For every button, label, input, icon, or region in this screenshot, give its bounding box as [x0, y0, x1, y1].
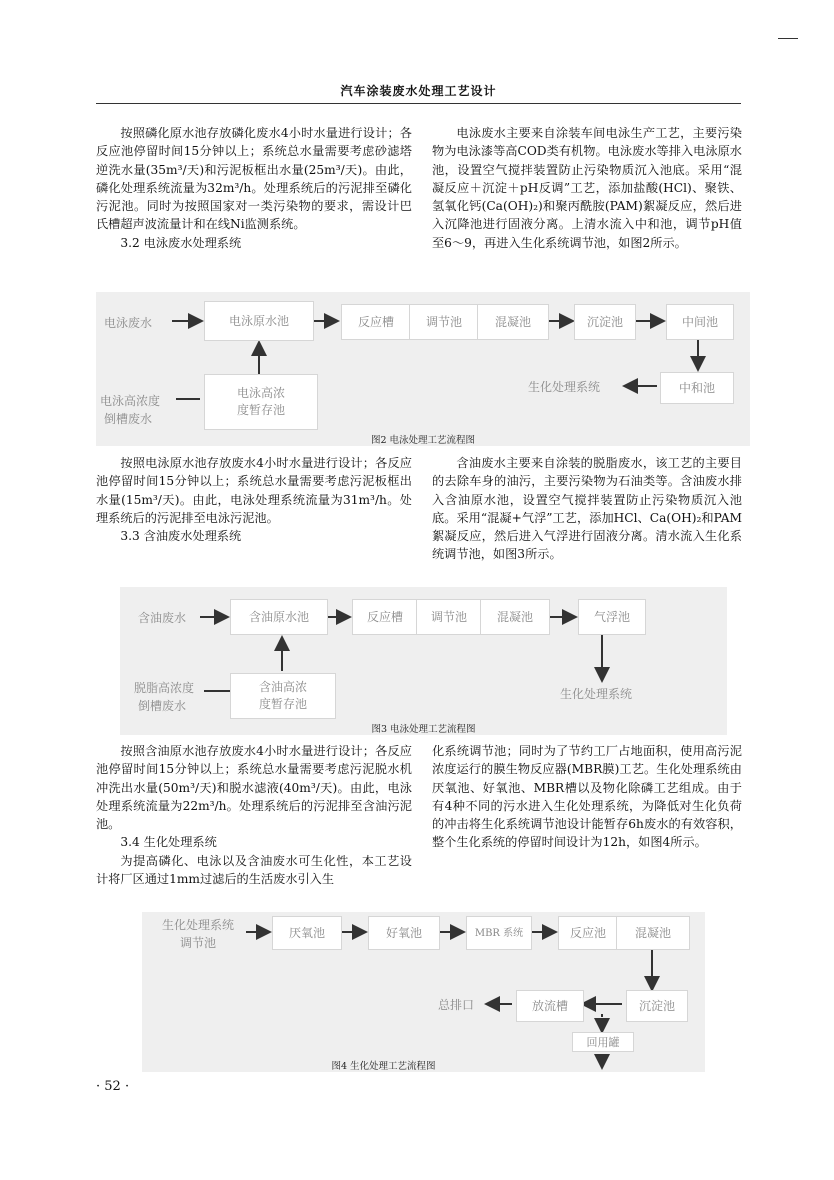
text-block-right-1 [432, 124, 742, 252]
text-block-right-2 [432, 454, 742, 564]
section-heading-3-3: 3.3 含油废水处理系统 [120, 529, 242, 544]
settling-tank: 沉淀池 [626, 990, 688, 1022]
text-block-left-2 [96, 454, 412, 545]
page-number: · 52 · [96, 1079, 130, 1094]
figure-2 [96, 292, 750, 446]
text-block-left-3 [96, 742, 412, 888]
adjust-tank: 调节池 [409, 304, 479, 340]
concentrate-tank [230, 673, 336, 719]
corner-mark [778, 38, 798, 39]
figure-3-caption: 图3 电泳处理工艺流程图 [371, 724, 476, 735]
settling-tank: 沉淀池 [574, 304, 636, 340]
text-block-right-3 [432, 742, 742, 852]
concentrate-line2: 度暂存池 [236, 403, 285, 417]
input-label: 电泳废水 [104, 316, 153, 330]
reuse-tank: 回用罐 [572, 1032, 634, 1052]
running-header: 汽车涂装废水处理工艺设计 [340, 84, 497, 98]
input2-line1: 电泳高浓度 [100, 394, 161, 408]
header-rule [96, 103, 741, 104]
paragraph: 按照含油原水池存放废水4小时水量进行设计；各反应池停留时间15分钟以上；系统总水量需要考虑污泥脱水机冲洗出水量(50m³/天)和脱水滤液(40m³/天)。由此，电泳处理系统流量为22m³/h。处理系统后的污泥排至含油污泥池。 [96, 744, 412, 832]
input2-line1: 脱脂高浓度 [134, 681, 195, 695]
section-heading-3-4: 3.4 生化处理系统 [120, 835, 217, 850]
paragraph: 电泳废水主要来自涂装车间电泳生产工艺，主要污染物为电泳漆等高COD类有机物。电泳废水等排入电泳原水池，设置空气搅拌装置防止污染物质沉入池底。采用“混凝反应＋沉淀＋pH反调”工艺，添加盐酸(HCl)、聚铁、氢氧化钙(Ca(OH)₂)和聚丙酰胺(PAM)絮凝反应，然后进入沉降池进行固液分离。上清水流入中和池，调节pH值至6～9，再进入生化系统调节池，如图2所示。 [432, 126, 742, 250]
paragraph: 含油废水主要来自涂装的脱脂废水，该工艺的主要目的去除车身的油污，主要污染物为石油类等。含油废水排入含油原水池，设置空气搅拌装置防止污染物质沉入池底。采用“混凝+气浮”工艺，添加HCl、Ca(OH)₂和PAM絮凝反应，然后进入气浮进行固液分离。清水流入生化系统调节池，如图3所示。 [432, 456, 742, 562]
input-label: 含油废水 [138, 611, 187, 625]
concentrate-line1: 含油高浓 [258, 680, 307, 694]
input2-line2: 倒槽废水 [104, 412, 153, 426]
reaction-tank: 反应槽 [341, 304, 411, 340]
adjust-tank: 调节池 [416, 599, 482, 635]
reaction-tank: 反应池 [558, 916, 618, 950]
input2-line2: 倒槽废水 [138, 699, 187, 713]
figure-4-caption: 图4 生化处理工艺流程图 [331, 1061, 436, 1072]
paragraph: 为提高磷化、电泳以及含油废水可生化性，本工艺设计将厂区通过1mm过滤后的生活废水引入生 [96, 853, 412, 887]
coagulation-tank: 混凝池 [616, 916, 690, 950]
mbr-system: MBR 系统 [466, 916, 532, 950]
coagulation-tank: 混凝池 [477, 304, 549, 340]
paragraph: 按照磷化原水池存放磷化废水4小时水量进行设计；各反应池停留时间15分钟以上；系统总水量需要考虑砂滤塔逆洗水量(35m³/天)和污泥板框出水量(25m³/天)。由此，磷化处理系统流量为32m³/h。处理系统后的污泥排至磷化污泥池。同时为按照国家对一类污染物的要求，需设计巴氏槽超声波流量计和在线Ni监测系统。 [96, 126, 412, 232]
input-line1: 生化处理系统 [161, 918, 234, 932]
concentrate-tank [204, 374, 318, 430]
raw-tank: 电泳原水池 [204, 301, 314, 341]
coagulation-tank: 混凝池 [480, 599, 550, 635]
discharge-tank: 放流槽 [516, 990, 584, 1022]
anaerobic-tank: 厌氧池 [272, 916, 342, 950]
figure-3 [120, 587, 727, 735]
bio-system-label: 生化处理系统 [528, 380, 601, 394]
raw-tank: 含油原水池 [230, 599, 328, 635]
middle-tank: 中间池 [666, 304, 734, 340]
aerobic-tank: 好氧池 [368, 916, 440, 950]
text-block-left-1 [96, 124, 412, 252]
concentrate-line1: 电泳高浓 [236, 386, 285, 400]
neutral-tank: 中和池 [660, 372, 734, 404]
paragraph: 按照电泳原水池存放废水4小时水量进行设计；各反应池停留时间15分钟以上；系统总水量需要考虑污泥板框出水量(15m³/天)。由此，电泳处理系统流量为31m³/h。处理系统后的污泥排至电泳污泥池。 [96, 456, 412, 525]
flotation-tank: 气浮池 [578, 599, 646, 635]
figure-2-caption: 图2 电泳处理工艺流程图 [370, 435, 476, 446]
paragraph: 化系统调节池；同时为了节约工厂占地面积，使用高污泥浓度运行的膜生物反应器(MBR膜)工艺。生化处理系统由厌氧池、好氧池、MBR槽以及物化除磷工艺组成。由于有4种不同的污水进入生化处理系统，为降低对生化负荷的冲击将生化系统调节池设计能暂存6h废水的有效容积，整个生化系统的停留时间设计为12h，如图4所示。 [432, 744, 742, 850]
reaction-tank: 反应槽 [352, 599, 418, 635]
concentrate-line2: 度暂存池 [258, 697, 307, 711]
figure-4 [142, 912, 705, 1072]
input-line2: 调节池 [179, 936, 216, 950]
section-heading-3-2: 3.2 电泳废水处理系统 [120, 235, 242, 250]
bio-system-label: 生化处理系统 [560, 687, 633, 701]
outlet-label: 总排口 [438, 998, 475, 1012]
